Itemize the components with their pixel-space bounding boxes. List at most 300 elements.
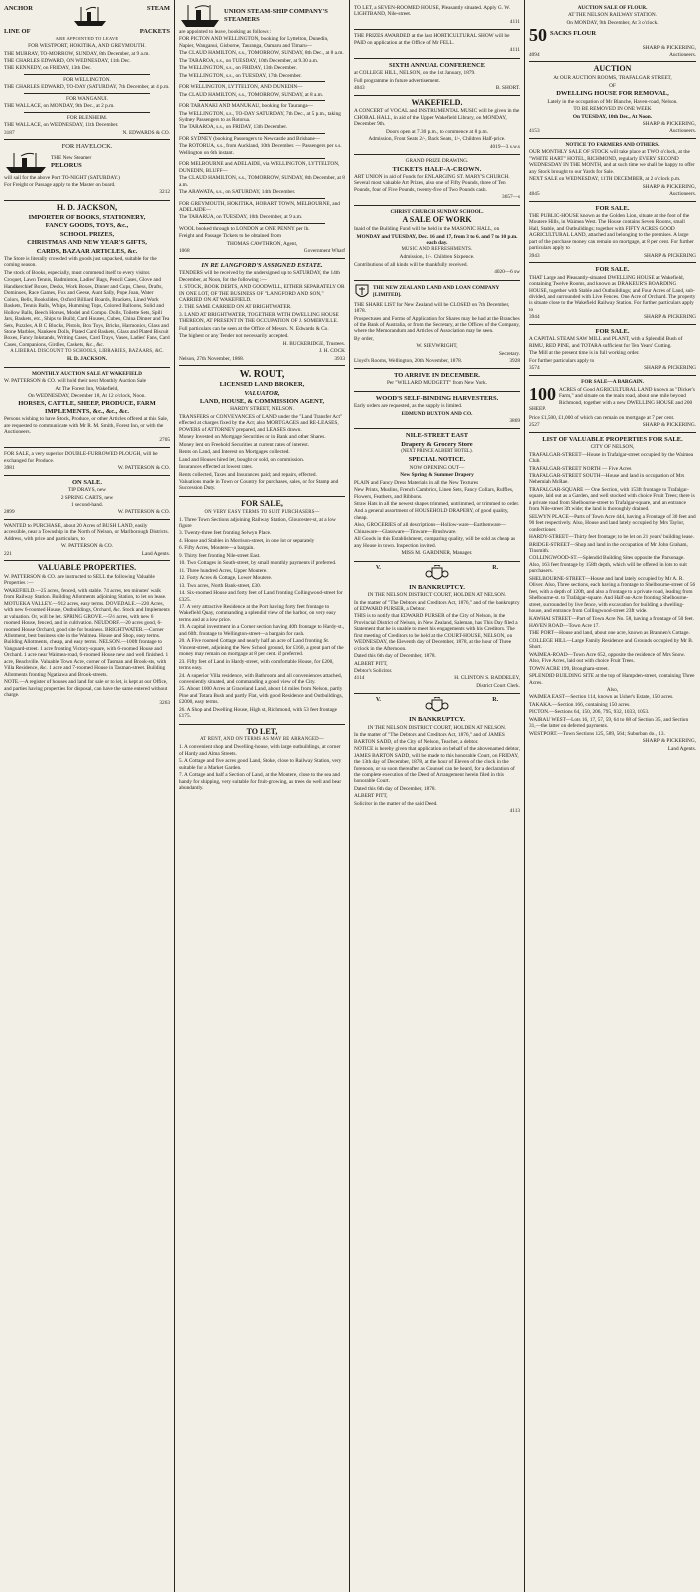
list-item: TRAFALGAR-STREET NORTH — Five Acres — [529, 465, 632, 472]
ad-ref-number: 2527 — [529, 422, 540, 429]
list-item: WAIRAU WEST—Lots 16, 17, 57, 59, 64 to 68 of Section 35, and Section 31,—the latter on deferred payments. — [529, 716, 689, 730]
anchor-word: ANCHOR — [4, 5, 33, 12]
prize-title: GRAND PRIZE DRAWING. — [405, 158, 469, 165]
wood-title: WOOD'S SELF-BINDING HARVESTERS. — [375, 394, 499, 402]
list-item: COLLINGWOOD-ST.—Splendid Building Sites opposite the Parsonage. Also, 163 feet frontage by 158ft depth, which will be offered in lots to suit purchasers. — [529, 555, 687, 575]
list-item: COLLEGE HILL—Large Family Residence and Grounds occupied by Mr B. Short. — [529, 637, 694, 651]
jackson-body: The stock of Books, especially, must commend itself to every visitor. — [4, 269, 151, 276]
ad-ref-number: 4111 — [509, 47, 520, 54]
rout-body: Rents on Land, and Interest on Mortgages collected. — [179, 449, 290, 456]
jackson-body: Croquet, Lawn Tennis, Badminton, Ladies' Bags, Pencil Cases, Glove and Handkerchief Boxes, Desks, Work Boxes, Dinner and Cups, Chess, Drafts, Dominoes, Race Games, Fox and Geese, Aunt Sally, Pope Joan, Water Colors, Bells, Bookslides, Oxford Billiard Boards, Brackets, Lined Work Baskets, Tennis Balls, Whips, Humming Tops, Colored Balloons, Solid and Hollow Balls, Beech Horses, Model and Compo. Dolls, Toilette Sets, Spill Jars, Baskets, etc., Ships to Build, Card Houses, Cubes, China Dinner and Tea Sets, Puzzles, A B C Blocks, Pistols, Box Toys, Bricks, Harmonics, Glass and Stone Marbles, Nankeen Dolls, Plated Card Baskets, Glass and Plated Biscuit Boxes, Fancy Inkstands, Writing Cases, Card Trays, Vases, Ladies' Fans, Card Cases, Companions, Girdles, Caskets, &c., &c. — [4, 277, 170, 348]
rout-body: TRANSFERS or CONVEYANCES of LAND under the "Land Transfer Act" effected at charges fixed by the Act; also MORTGAGES and RE-LEASES, POWERS of ATTORNEY prepared, and LEASES drawn. — [179, 413, 343, 433]
rout-line: VALUATOR, — [244, 389, 280, 397]
prize-body: ART UNION in aid of Funds for ENLARGING ST. MARY'S CHURCH. Several most valuable Art Prizes, also one of Fifty Pounds, three of Ten Pounds, four of Five Pounds, twenty-five of Two Pounds cash. — [354, 173, 510, 193]
jackson-body: The Store is literally crowded with goods just unpacked, suitable for the coming season. — [4, 256, 157, 269]
dwelling-signature: SHARP & PICKERING — [644, 314, 696, 321]
union-line: FOR GREYMOUTH, HOKITIKA, HOBART TOWN, MELBOURNE, and ADELAIDE— — [179, 200, 340, 213]
union-line: The ARAWATA, s.s., on SATURDAY, 14th December. — [179, 189, 296, 196]
jackson-line: CARDS, BAZAAR ARTICLES, &c. — [36, 247, 138, 255]
sawmill-body: The Mill at the present time is in full working order. — [529, 350, 640, 357]
prize-sub: TICKETS HALF-A-CROWN. — [392, 165, 482, 173]
monthly-date: On WEDNESDAY, December 18, At 12 o'clock, Noon. — [28, 393, 146, 400]
rout-body: Land and Houses hired let, bought or sold, on commission. — [179, 456, 305, 463]
bankruptcy-purser-ad — [354, 562, 520, 695]
column-2 — [175, 0, 350, 1592]
christchurch-title: CHRIST CHURCH SUNDAY SCHOOL. — [390, 208, 484, 215]
bankruptcy-dated: Dated this 6th day of December, 1878. — [354, 785, 436, 792]
langford-intro: TENDERS will be received by the undersigned up to SATURDAY, the 14th December, at Noon, for the following :— — [179, 270, 340, 283]
bankruptcy-dated: Dated this 6th day of December, 1878. — [354, 653, 436, 660]
for-sale-item: 20. A Five roomed Cottage and nearly half an acre of Land fronting St. Vincent-street, adjoining the New School ground, for £160, a great part of the money may remain on mortgage at 8 per cent. if preferred. — [179, 638, 344, 658]
ad-ref-number: 3933 — [334, 355, 345, 362]
jackson-line: CHRISTMAS AND NEW YEAR'S GIFTS, — [27, 239, 147, 247]
trustee-name: H. BUCKERIDGE, — [282, 340, 325, 347]
steamship-icon — [72, 5, 108, 27]
ad-ref-number: 4113 — [509, 808, 520, 815]
sawmill-body: A CAPITAL STEAM SAW MILL and PLANT, with a Splendid Bush of RIMU, RED PINE, and TOTARA sufficient for Ten Years' Cutting. — [529, 336, 683, 349]
nile-body: PLAIN and Fancy Dress Materials in all the New Textures — [354, 479, 479, 486]
house-auction-ad — [529, 62, 696, 138]
for-sale-item: 17. A very attractive Residence at the Port having forty feet frontage to Wakefield Quay, commanding a splendid view of the harbor, on very easy terms and at a low price. — [179, 603, 336, 623]
christchurch-body: Inaid of the Building Fund will be held in the MASONIC HALL, on — [354, 226, 500, 233]
pubhouse-body: THE PUBLIC-HOUSE known as the Golden Lion, situate at the foot of the Moutere Hills, in Waimea West. The House contains Seven Rooms, small Hall, Stable, and Outbuildings; together with FIFTY ACRES GOOD AGRICULTURAL LAND, attached and belonging to the premises. A large part of the purchase money can remain on mortgage, at 8 per cent. For further particulars apply to — [529, 212, 694, 252]
for-sale-item: 23. Fifty feet of Land in Hardy-street, with comfortable House, for £200, terms easy. — [179, 658, 334, 672]
to-let-house-ad — [354, 2, 520, 30]
union-line: Freight and Passage Tickets to be obtained from — [179, 233, 281, 240]
ad-ref-number: 3657—s — [502, 194, 520, 201]
nile-body: New Prints, Muslins, French Cambrics, Linen Sets, Fancy Collars, Ruffles, Flowers, Feathers, and Ribbons. — [354, 487, 514, 500]
arrive-body: Per "WILLARD MUDGETT" from New York. — [386, 380, 488, 387]
list-title: LIST OF VALUABLE PROPERTIES FOR SALE. — [542, 435, 683, 443]
ad-ref-number: 4045 — [529, 191, 540, 198]
langford-item: The highest or any Tender not necessarily accepted. — [179, 333, 289, 340]
anchor-line-ad — [4, 2, 170, 140]
arrive-title: TO ARRIVE IN DECEMBER. — [394, 371, 480, 379]
wakefield-doors: Doors open at 7.30 p.m., to commence at 8 p.m. — [386, 128, 488, 135]
list-item: TOWN ACRE 199, Brougham-street. — [529, 665, 609, 672]
conference-title: SIXTH ANNUAL CONFERENCE — [388, 61, 486, 69]
jackson-signature: H. D. JACKSON. — [67, 356, 107, 363]
flour-signature: SHARP & PICKERING, — [642, 44, 696, 51]
christchurch-admission: Admission, 1/-. Children Sixpence. — [399, 254, 475, 261]
conference-body: at COLLEGE HILL, NELSON, on the 1st January, 1879. — [354, 70, 476, 77]
valuable-properties-ad — [4, 561, 170, 710]
bankruptcy-body: NOTICE is hereby given that application on behalf of the abovenamed debtor, JAMES BARTON SADD, will be made to this honorable Court, on FRIDAY, the 13th day of December, 1878, at the hour of Eleven of the clock in the forenoon, or so soon thereafter as Counsel can be heard, for a declaration of the complete execution of the Deed of Arrangement herein filed in this honorable Court. — [354, 746, 520, 785]
ad-ref-number: 2899 — [4, 509, 15, 516]
dwelling-body: THAT Large and Pleasantly-situated DWELLING HOUSE at Wakefield, containing Twelve Rooms, and known as DRAKEUR'S BOARDING HOUSE, together with Stable and Outbuildings; and Four Acres of Land, sub-divided, and surrounded with Live Fences. One Acre of Orchard. The property is situate close to the Wakefield Railway Station. For further particulars apply to — [529, 274, 696, 313]
saw-mill-sale-ad — [529, 325, 696, 376]
woods-harvesters-ad — [354, 392, 520, 430]
union-steamship-ad — [179, 2, 345, 259]
pubhouse-signature: SHARP & PICKERING — [644, 252, 696, 259]
drapery-store-ad — [354, 429, 520, 561]
bargain-sale-ad — [529, 376, 696, 433]
monthly-auction-ad — [4, 368, 170, 449]
destination-heading: FOR WESTPORT, HOKITIKA, AND GREYMOUTH. — [28, 43, 146, 50]
list-item: HAVEN ROAD—Town Acre 17. — [529, 622, 600, 629]
flour-auction-ad — [529, 2, 696, 62]
havelock-title: FOR HAVELOCK. — [61, 143, 113, 151]
rout-name: W. ROUT, — [239, 369, 285, 381]
for-sale-title: FOR SALE. — [595, 204, 630, 212]
for-sale-item: 19. A capital investment in a Corner section having 40ft frontage to Hardy-st., and 60ft. frontage to Wellington-street—a bargain for cash. — [179, 624, 345, 637]
rout-body: Money lent on Freehold Securities at current rates of interest. — [179, 441, 310, 448]
for-sale-item: 14. Six-roomed House and forty feet of Land fronting Collingwood-street for £325. — [179, 590, 343, 603]
prize-drawing-ad — [354, 155, 520, 206]
steamship-icon — [179, 4, 221, 28]
rout-for-sale — [179, 497, 345, 725]
list-also: Also, — [606, 687, 619, 694]
steamer-icon — [4, 152, 48, 174]
crest-icon — [354, 283, 370, 301]
wanted-role: Land Agents. — [141, 550, 170, 557]
auction-of: OF — [609, 82, 616, 89]
auction-at: At OUR AUCTION ROOMS, TRAFALGAR STREET, — [553, 75, 672, 82]
bankruptcy-court: IN THE NELSON DISTRICT COURT, HOLDEN AT NELSON. — [367, 724, 507, 731]
farmers-title: NOTICE TO FARMERS AND OTHERS. — [565, 141, 660, 148]
solicitor-name: ALBERT PITT, — [354, 660, 388, 667]
nzland-title: THE NEW ZEALAND LAND AND LOAN COMPANY [LIMITED]. — [373, 285, 500, 298]
union-line: FOR PICTON AND WELLINGTON, booking for Lyttelton, Dunedin, Napier, Wanganui, Gisborne, Tauranga, Oamaru and Timaru— — [179, 36, 329, 49]
union-line: The CLAUD HAMILTON, s.s., TOMORROW, SUNDAY, 8th December, at 8 a.m. — [179, 175, 345, 188]
solicitor-name: ALBERT PITT, — [354, 793, 388, 800]
auction-house: DWELLING HOUSE FOR REMOVAL, — [556, 90, 669, 98]
rout-line: LAND, HOUSE, & COMMISSION AGENT, — [199, 397, 325, 405]
steam-word: STEAM — [146, 5, 170, 12]
union-line: The WELLINGTON, s.s., on FRIDAY, 13th December. — [179, 65, 297, 72]
for-sale-item: 3. Twenty-three feet fronting Selwyn Place. — [179, 530, 272, 537]
wakefield-title: WAKEFIELD. — [411, 97, 463, 107]
packets-word: PACKETS — [139, 28, 170, 35]
ad-ref-number: 4019—3 s.w.s — [489, 143, 520, 150]
langford-date: Nelson, 27th November, 1868. — [179, 355, 245, 362]
langford-item: 2. THE SAME CARRIED ON AT BRIGHTWATER. — [179, 304, 292, 311]
list-item: WAIMEA-ROAD—Town Acre 652, opposite the residence of Mrs Snow. Also, Five Acres, laid out with choice Fruit Trees. — [529, 651, 686, 665]
farmers-role: Auctioneers. — [669, 191, 696, 198]
rout-line: LICENSED LAND BROKER, — [219, 381, 305, 389]
christchurch-music: MUSIC AND REFRESHMENTS. — [401, 247, 473, 253]
havelock-ad — [4, 140, 170, 201]
list-role: Land Agents. — [667, 745, 696, 752]
union-line: The TARAROA, s.s., on TUESDAY, 10th December, at 9.30 a.m. — [179, 57, 319, 64]
ad-ref-number: 3981 — [4, 465, 15, 472]
dwelling-sale-ad — [529, 263, 696, 325]
bankruptcy-body: THIS is to notify that EDWARD PURSER of the City of Nelson, in the Provincial District of Nelson, in New Zealand, Saleman, has This Day filed a Statement that he is unable to meet his engagements with his Creditors. The first meeting of Creditors to be held at the COURT-HOUSE, NELSON, on WEDNESDAY, the Eleventh day of December, 1878, at the hour of Three o'clock in the Afternoon. — [354, 613, 518, 652]
bargain-title: FOR SALE—A BARGAIN. — [581, 378, 644, 385]
langford-title: IN RE LANGFORD'S ASSIGNED ESTATE. — [201, 261, 323, 269]
list-item: SHELBOURNE-STREET—House and land lately occupied by Mr A. R. Oliver. Also, Three sections, each having a frontage to Shelbourne-street of 56 feet, with a depth of 120ft, and also a frontage to a private road, leading from Shelbourne-st. to Trafalgar-square. And Half-an-Acre fronting Shelbourne-street, surrounded by live fence, with excavation for building a dwelling-house, and entrance from Collingwood-street 23ft wide. — [529, 575, 696, 615]
nile-title: NILE-STREET EAST — [405, 432, 469, 440]
destination-heading: FOR BLENHEIM. — [66, 114, 108, 121]
plough-signature: W. PATTERSON & CO. — [117, 465, 170, 472]
nile-body: And a general assortment of HOUSEHOLD DRAPERY, of good quality, cheap. — [354, 508, 509, 521]
for-sale-terms: ON VERY EASY TERMS TO SUIT PURCHASERS— — [204, 509, 320, 515]
royal-arms-icon — [425, 697, 449, 715]
ad-ref-number: 3944 — [529, 314, 540, 321]
bankruptcy-sadd-ad — [354, 694, 520, 818]
column-1 — [0, 0, 175, 1592]
sailing-line: THE KENNEDY, on FRIDAY, 13th Dec. — [4, 65, 92, 72]
on-sale-ad — [4, 476, 170, 520]
for-sale-item: 25. About 1000 Acres at Graceland Land, about 14 miles from Nelson, partly Pine and Totara Bush and partly Flat, with good Residence and Outbuildings, £2000, easy terms. — [179, 686, 343, 706]
nzland-address: Lloyd's Rooms, Wellington, 20th November, 1878. — [354, 358, 463, 365]
rout-body: Insurances effected at lowest rates. — [179, 464, 253, 471]
ad-ref-number: 4111 — [509, 18, 520, 25]
jackson-discount: A LIBERAL DISCOUNT TO SCHOOLS, LIBRARIES, BAZAARS, &C. — [10, 349, 164, 355]
auction-date: On TUESDAY, 10th Dec., At Noon. — [572, 113, 653, 120]
union-line: FOR SYDNEY (booking Passengers to Newcastle and Brisbane— — [179, 135, 321, 142]
bargain-price: Price £1,500, £1,000 of which can remain on mortgage at 7 per cent. — [529, 414, 675, 421]
christchurch-dates: MONDAY and TUESDAY, Dec. 16 and 17, from 3 to 6. and 7 to 10 p.m. each day. — [356, 233, 518, 246]
for-sale-item: 24. A superior Villa residence, with Bathroom and all conveniences attached, conveniently situated, and commanding a good view of the City. — [179, 672, 343, 685]
christ-church-ad — [354, 206, 520, 281]
rout-to-let — [179, 725, 345, 796]
bankruptcy-matter: In the matter of "The Debtors and Creditors Act, 1876," and of the bankruptcy of EDWARD PURSER, a Debtor. — [354, 599, 520, 612]
sailing-line: THE WALLACE, on WEDNESDAY, 11th December. — [4, 122, 119, 129]
wood-signature: EDMUND BUXTON AND CO. — [401, 410, 473, 417]
valuable-intro: W. PATTERSON & CO. are instructed to SELL the following Valuable Properties :— — [4, 573, 155, 587]
for-sale-item: 13. Two acres, North Bank-street, £30. — [179, 582, 262, 589]
for-sale-item: 4. House and Stables in Morrison-street, in one lot or separately — [179, 537, 315, 544]
trustee-name: J. H. COCK — [319, 348, 345, 355]
prizes-ad — [354, 30, 520, 58]
nile-open: NOW OPENING OUT— — [409, 464, 465, 471]
auction-body: Lately in the occupation of Mr Blanche, Haven-road, Nelson. — [547, 98, 678, 105]
to-let-item: 7. A Cottage and half a Section of Land, at the Moutere, close to the sea and handy for shipping, very suitable for fruit-growing, as trees do well and bear abundantly. — [179, 772, 342, 792]
prizes-body: THE PRIZES AWARDED at the last HORTICULTURAL SHOW will be PAID on application at the Office of Mr FELL. — [354, 33, 510, 46]
list-item: BRIDGE-STREET—Shop and land in the occupation of Mr John Graham, Tinsmith. — [529, 541, 688, 554]
v-initial: V. — [375, 697, 381, 704]
rout-body: Valuations made in Town or Country for purchases, sales, or for Stamp and Succession Duty. — [179, 478, 339, 492]
wakefield-concert-ad — [354, 96, 520, 156]
union-line: The WELLINGTON, s.s., on TUESDAY, 17th December. — [179, 72, 302, 79]
flour-title: AUCTION SALE OF FLOUR. — [577, 5, 648, 11]
r-initial: R. — [492, 697, 499, 704]
jackson-line: SCHOOL PRIZES, — [59, 230, 115, 238]
for-sale-item: 10. Two Cottages in South-street, by small monthly payments if preferred. — [179, 560, 337, 567]
ad-ref-number: 3187 — [4, 129, 15, 136]
on-sale-title: ON SALE. — [72, 478, 102, 486]
list-item: SELWYN PLACE—Parts of Town Acre 444, having a Frontage of 30 feet and 90 feet respectively. Also, House and land lately occupied by Mrs Taylor, confectioner. — [529, 513, 696, 533]
jackson-line: IMPORTER OF BOOKS, STATIONERY, — [28, 213, 146, 221]
bankruptcy-matter: In the matter of "The Debtors and Creditors Act, 1876," and of JAMES BARTON SADD, of the City of Nelson, Teacher, a debtor. — [354, 732, 505, 745]
nzland-body: THE SHARE LIST for New Zealand will be CLOSED on 7th December, 1878. — [354, 301, 510, 315]
union-line: are appointed to leave, booking as follows : — [179, 29, 272, 35]
clerk-role: District Court Clerk. — [476, 682, 520, 689]
flour-role: Auctioneers. — [669, 52, 696, 58]
list-item: SPLENDID BUILDING SITE at the top of Hampden-street, containing Three Acres. — [529, 673, 695, 686]
union-line: FOR TARANAKI AND MANUKAU, booking for Tauranga— — [179, 103, 313, 110]
bankruptcy-court: IN THE NELSON DISTRICT COURT, HOLDEN AT NELSON. — [367, 592, 507, 599]
destination-heading: FOR WANGANUI. — [66, 95, 108, 102]
havelock-line: will sail for the above Port TO-NIGHT (SATURDAY.) — [4, 174, 120, 181]
nile-sub: (NEXT PRINCE ALBERT HOTEL). — [401, 449, 473, 455]
ad-ref-number: 221 — [4, 550, 12, 557]
conference-body: Full programme in future advertisement. — [354, 77, 441, 84]
nz-land-loan-ad — [354, 281, 520, 369]
list-item: THE PORT—House and land, about one acre, known as Brannen's Cottage. — [529, 630, 690, 637]
valuable-note: NOTE.—A register of houses and land for sale or to let, is kept at our Office, and parties having properties for disposal, can have the same entered without charge. — [4, 679, 168, 699]
union-line: The CLAUD HAMILTON, s.s., TOMORROW, SUNDAY, 8th Dec., at 8 a.m. — [179, 50, 344, 57]
nzland-order: By order, — [354, 335, 374, 342]
monthly-inn: At The Forest Inn, Wakefield, — [55, 385, 119, 392]
for-sale-item: 1. Three Town Sections adjoining Railway Station, Gloucester-st, at a low figure — [179, 516, 336, 529]
for-sale-item: 9. Thirty feet fronting Nile-street East. — [179, 552, 261, 559]
union-line: FOR MELBOURNE and ADELAIDE, via WELLINGTON, LYTTELTON, DUNEDIN, BLUFF— — [179, 161, 340, 174]
for-sale-item: 26. A Shop and Dwelling House, High st, Richmond, with 53 feet frontage £175. — [179, 706, 338, 720]
jackson-ad — [4, 201, 170, 368]
on-sale-line: 2 SPRING CARTS, new — [60, 494, 114, 501]
list-signature: SHARP & PICKERING, — [642, 738, 696, 745]
wood-body: Early orders are requested, as the supply is limited. — [354, 403, 463, 410]
sailing-line: THE MURRAY, TO-MORROW, SUNDAY, 8th December, at 9 a.m. — [4, 50, 150, 57]
for-sale-item: 6. Fifty Acres, Moutere—a bargain. — [179, 545, 255, 552]
union-line: The TARAROA, s.s., on FRIDAY, 13th December. — [179, 124, 288, 131]
property-list-ad — [529, 433, 696, 756]
union-line: The CLAUD HAMILTON, s.s., TOMORROW, SUNDAY, at 8 a.m. — [179, 91, 324, 98]
bankruptcy-title: IN BANKRUPTCY. — [409, 583, 465, 591]
solicitor-role: Solicitor in the matter of the said Deed. — [354, 800, 438, 807]
nzland-body: Prospectuses and Forms of Application for Shares may be had at the Branches of the Bank of Australia, or from the Secretary, at the Offices of the Company, where the Memorandum and Articles of Association may be seen. — [354, 315, 520, 335]
list-item: TAKAKA.—Section 166, containing 150 acres. — [529, 701, 631, 708]
appointed-text: ARE APPOINTED TO LEAVE — [55, 36, 119, 42]
for-sale-item: 12. Forty Acres & Cottage, Lower Moutere. — [179, 575, 273, 582]
nile-special: SPECIAL NOTICE. — [408, 456, 466, 464]
for-sale-title: FOR SALE. — [595, 327, 630, 335]
nile-body: Straw Hats in all the newest shapes trimmed, untrimmed, or trimmed to order. — [354, 500, 520, 507]
list-item: TRAFALGAR-STREET SOUTH—House and land in occupation of Mrs Nehemiah McRae. — [529, 472, 685, 486]
ad-ref-number: 3928 — [509, 358, 520, 365]
public-house-sale-ad — [529, 202, 696, 264]
bargain-acres: 100 — [529, 385, 556, 404]
ad-ref-number: 4020—6 sw — [494, 269, 520, 276]
farmers-notice-ad — [529, 139, 696, 202]
havelock-line: For Freight or Passage apply to the Master on board. — [4, 181, 116, 188]
list-item: HARDY-STREET—Thirty feet frontage; to be let on 21 years' building lease. — [529, 534, 694, 541]
ad-ref-number: 4153 — [529, 128, 540, 135]
nile-title2: Drapery & Grocery Store — [401, 440, 473, 448]
list-item: PICTON.—Sections 64, 150, 206, 795, 932, 1033, 1053. — [529, 709, 650, 716]
langford-item: 3. LAND AT BRIGHTWATER, TOGETHER WITH DWELLING HOUSE THEREON, AT PRESENT IN THE OCCUPATION OF J. SOMERVILLE. — [179, 311, 339, 325]
flour-date: On MONDAY, 9th December, At 3 o'clock. — [566, 19, 659, 26]
langford-item: 1. STOCK, BOOK DEBTS, AND GOODWILL, EITHER SEPARATELY OR IN ONE LOT, OF THE BUSINESS OF "LANGFORD AND SON," CARRIED ON AT WAKEFIELD. — [179, 284, 345, 303]
union-agent: THOMAS CAWTHRON, Agent, — [226, 240, 298, 247]
farmers-body: OUR MONTHLY SALE OF STOCK will take place at TWO o'clock, at the "WHITE HART" HOTEL, RICHMOND, regularly EVERY SECOND WEDNESDAY IN THE MONTH, and at such time we shall be happy to offer any Stock brought to our Yards for Sale. — [529, 149, 695, 175]
bargain-signature: SHARP & PICKERING. — [642, 422, 696, 429]
ad-ref-number: 3212 — [159, 189, 170, 196]
line-of-word: LINE OF — [4, 28, 31, 35]
nile-body: Also, GROCERIES of all descriptions—Hollow-ware—Earthenware—Chinaware—Glassware—Tinware—Brushware. — [354, 522, 506, 535]
wanted-ad — [4, 520, 170, 561]
bargain-body: ACRES of Good AGRICULTURAL LAND known as "Dicker's Farm," and situate on the main road, about one mile beyond Richmond, together with a new DWELLING HOUSE and 200 SHEEP. — [529, 386, 695, 413]
on-sale-line: 1 second-hand. — [70, 501, 104, 508]
rout-ad — [179, 366, 345, 497]
monthly-title: MONTHLY AUCTION SALE AT WAKEFIELD — [32, 370, 142, 377]
flour-count: 50 — [529, 27, 547, 44]
ad-ref-number: 4043 — [354, 85, 365, 92]
trustees-label: Trustees. — [325, 340, 345, 347]
langford-item: Full particulars can be seen at the Office of Messrs. N. Edwards & Co. — [179, 325, 329, 332]
list-city: CITY OF NELSON, — [590, 444, 635, 451]
farmers-next: NEXT SALE on WEDNESDAY, 11TH DECEMBER, at 2 o'clock p.m. — [529, 176, 681, 183]
r-initial: R. — [492, 564, 499, 571]
jackson-line: FANCY GOODS, TOYS, &c., — [45, 222, 129, 230]
sawmill-signature: SHARP & PICKERING — [644, 365, 696, 372]
nile-signature: MISS M. GARDINER, Manager. — [401, 550, 473, 557]
flour-item: SACKS FLOUR — [550, 30, 597, 38]
to-arrive-ad — [354, 369, 520, 392]
nile-body: All Goods in this Establishment, comparing quality, will be sold as cheap as any House in town. Inspection invited. — [354, 536, 516, 549]
nzland-signature: W. SIEVWRIGHT, — [416, 343, 458, 350]
farmers-signature: SHARP & PICKERING, — [642, 183, 696, 190]
union-line: The ROTORUA, s.s., from Auckland, 10th December. — Passengers per s.s. Wellington on 6th instant. — [179, 143, 342, 156]
union-line: FOR WELLINGTON, LYTTELTON, AND DUNEDIN— — [179, 84, 303, 91]
nzland-role: Secretary. — [499, 350, 520, 357]
monthly-goods: HORSES, CATTLE, SHEEP, PRODUCE, FARM IMPLEMENTS, &c., &c., &c. — [18, 400, 156, 415]
column-4 — [525, 0, 700, 1592]
union-title: UNION STEAM-SHIP COMPANY'S STEAMERS — [224, 8, 328, 23]
royal-arms-icon — [425, 565, 449, 583]
auction-removed: TO BE REMOVED IN ONE WEEK — [573, 106, 652, 113]
flour-at: AT THE NELSON RAILWAY STATION. — [567, 12, 658, 19]
ad-ref-number: 1068 — [179, 248, 190, 255]
auction-title: AUCTION — [593, 64, 632, 74]
sailing-line: THE WALLACE, on MONDAY, 9th Dec., at 2 p.m. — [4, 103, 115, 110]
wanted-body: WANTED to PURCHASE, about 20 Acres of BUSH LAND, easily accessible, near a Township in the North of Nelson, or Marlborough Districts. Address, with price and particulars, to — [4, 522, 169, 542]
union-line: WOOL booked through to LONDON at ONE PENNY per lb. — [179, 225, 310, 232]
rout-address: HARDY STREET, NELSON. — [230, 406, 294, 413]
destination-heading: FOR WELLINGTON. — [63, 76, 111, 83]
for-sale-item: 11. Three hundred Acres, Upper Moutere. — [179, 567, 268, 574]
union-wharf: Government Wharf — [303, 248, 345, 255]
ad-ref-number: 4094 — [529, 52, 540, 58]
list-item: WESTPORT.—Town Sections 125, 589, 564; Suburban do., 13. — [529, 730, 665, 737]
clerk-name: H. CLINTON S. BADDELEY, — [454, 675, 520, 682]
plough-body: FOR SALE, a very superior DOUBLE-FURROWED PLOUGH, will be exchanged for Produce. — [4, 451, 158, 464]
sailing-line: THE CHARLES EDWARD, ON WEDNESDAY, 11th Dec. — [4, 57, 131, 64]
to-let-terms: AT RENT, AND ON TERMS AS MAY BE ARRANGED— — [200, 737, 324, 743]
wanted-signature: W. PATTERSON & CO. — [60, 543, 114, 550]
union-line: The TARARUA, on TUESDAY, 10th December, at 9 a.m. — [179, 214, 303, 221]
ad-ref-number: 3943 — [529, 252, 540, 259]
ad-ref-number: 3263 — [159, 699, 170, 706]
rout-body: Money Invested on Mortgage Securities or in Bank and other Shares. — [179, 434, 326, 441]
on-sale-signature: W. PATTERSON & CO. — [117, 509, 170, 516]
ad-ref-number: 2705 — [159, 436, 170, 443]
column-3 — [350, 0, 525, 1592]
plough-ad — [4, 448, 170, 475]
langford-estate-ad — [179, 259, 345, 366]
valuable-title: VALUABLE PROPERTIES. — [37, 563, 137, 573]
to-let-body: TO LET, a SEVEN-ROOMED HOUSE, Pleasantly situated. Apply G. W. LIGHTBAND, Nile-street. — [354, 5, 511, 18]
agent-name: N. EDWARDS & CO. — [122, 129, 170, 136]
wakefield-admission: Admission, Front Seats 2/-, Back Seats, 1/-, Children Half-price. — [368, 136, 506, 143]
monthly-note: Persons wishing to have Stock, Produce, or other Articles offered at this Sale, are requested to communicate with Mr R. M. Smith, Forest Inn, or with the Auctioneers. — [4, 416, 169, 436]
v-initial: V. — [375, 564, 381, 571]
ship-name: PELORUS — [51, 162, 82, 170]
list-item: KAWHAI STREET—Part of Town Acre No. 58, having a frontage of 50 feet. — [529, 615, 694, 622]
christchurch-contrib: Contributions of all kinds will be thankfully received. — [354, 261, 468, 268]
havelock-line: THE New Steamer — [51, 154, 92, 161]
list-item: TRAFALGAR-SQUARE — One Section, with 153ft frontage to Trafalgar-square, laid out as a Garden, and well stocked with choice Fruit Trees; there is a private road from Shelbourne-street to Trafalgar-square, and an entrance from Nile-street 3ft wide; the land is thoroughly drained. — [529, 486, 695, 513]
monthly-body: W. PATTERSON & CO. will hold their next Monthly Auction Sale — [4, 378, 147, 385]
conference-ad — [354, 59, 520, 96]
sale-of-work-title: A SALE OF WORK — [402, 215, 472, 225]
sawmill-body: For further particulars apply to — [529, 357, 595, 364]
ad-ref-number: 3869 — [509, 417, 520, 424]
ad-ref-number: 4114 — [354, 675, 365, 682]
on-sale-line: TIP DRAYS, new — [67, 487, 106, 494]
